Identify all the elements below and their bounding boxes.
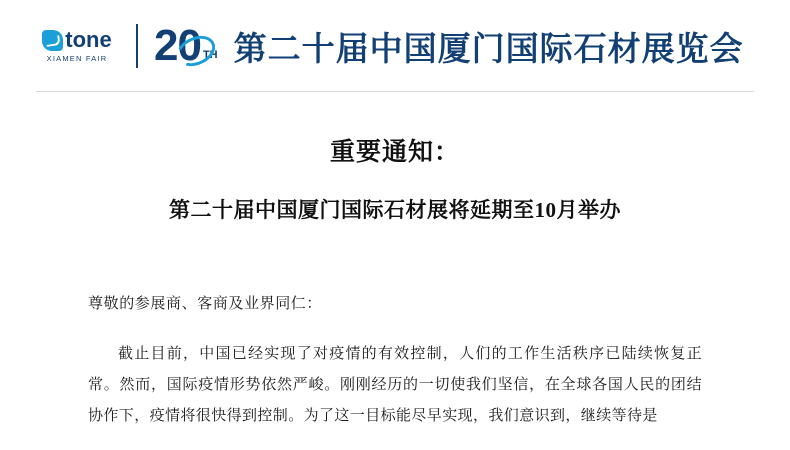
logo-subtitle: XIAMEN FAIR — [46, 54, 108, 63]
header-title: 第二十届中国厦门国际石材展览会 — [233, 31, 744, 68]
logo-wordmark — [42, 29, 111, 51]
document-body — [0, 92, 790, 432]
stone-s-icon — [42, 30, 63, 51]
anniversary-mark — [154, 21, 218, 70]
body-paragraph: 截止目前，中国已经实现了对疫情的有效控制，人们的工作生活秩序已陆续恢复正常。然而，国际疫情形势依然严峻。刚刚经历的一切使我们坚信，在全球各国人民的团结协作下，疫情将很快得到控制。为了这一目标能尽早实现，我们意识到，继续等待是 — [88, 346, 702, 424]
header-rule — [36, 91, 754, 92]
notice-subtitle: 第二十届中国厦门国际石材展将延期至10月举办 — [169, 198, 621, 222]
anniversary-number: 20 — [154, 21, 201, 70]
anniversary-ordinal: TH — [202, 49, 218, 61]
stone-fair-logo — [36, 29, 118, 63]
salutation: 尊敬的参展商、客商及业界同仁： — [88, 296, 323, 312]
page-header — [0, 0, 790, 92]
header-divider — [136, 24, 138, 68]
notice-title: 重要通知： — [329, 139, 460, 166]
anniversary-number-wrap — [154, 21, 201, 70]
logo-wordmark-text: tone — [65, 27, 112, 52]
